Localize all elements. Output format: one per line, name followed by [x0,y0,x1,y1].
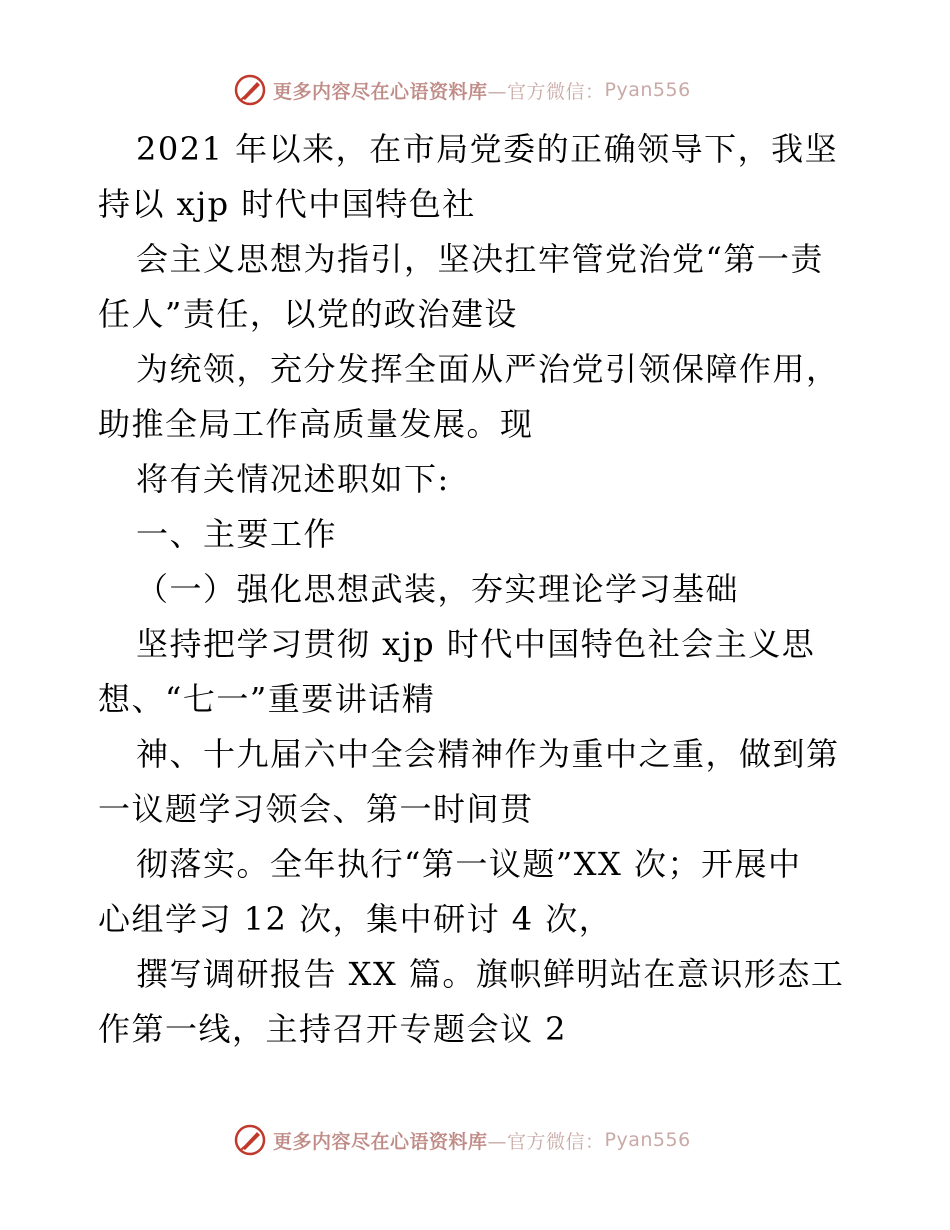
text-line: 助推全局工作高质量发展。现 [98,405,534,443]
text-line: 一议题学习领会、第一时间贯 [98,790,534,828]
text-line: 将有关情况述职如下: [136,460,450,498]
text-line: 2021 年以来，在市局党委的正确领导下，我坚 [136,130,839,168]
watermark-text-id: Pyan556 [604,79,691,101]
subsection-heading: （一）强化思想武装，夯实理论学习基础 [136,570,740,608]
watermark-text-wechat: —官方微信： [487,1130,605,1153]
text-line: 撰写调研报告 XX 篇。旗帜鲜明站在意识形态工 [136,955,845,993]
body-text [98,122,858,1057]
quill-logo-icon [233,73,267,107]
text-line: 想、“七一”重要讲话精 [98,680,436,718]
section-heading: 一、主要工作 [136,515,338,553]
text-line: 心组学习 12 次，集中研讨 4 次， [98,900,613,938]
footer-watermark [233,1122,691,1158]
text-line: 任人”责任，以党的政治建设 [98,295,518,333]
text-line: 彻落实。全年执行“第一议题”XX 次；开展中 [136,845,802,883]
text-line: 作第一线，主持召开专题会议 2 [98,1010,568,1048]
quill-logo-icon [233,1123,267,1157]
watermark-text-id: Pyan556 [604,1129,691,1151]
text-line: 持以 xjp 时代中国特色社 [98,185,476,223]
text-line: 会主义思想为指引，坚决扛牢管党治党“第一责 [136,240,824,278]
text-line: 坚持把学习贯彻 xjp 时代中国特色社会主义思 [136,625,816,663]
text-line: 为统领，充分发挥全面从严治党引领保障作用， [136,350,840,388]
watermark-text-wechat: —官方微信： [487,80,605,103]
header-watermark [233,72,691,108]
watermark-text-main: 更多内容尽在心语资料库 [273,1130,488,1153]
watermark-text-main: 更多内容尽在心语资料库 [273,80,488,103]
text-line: 神、十九届六中全会精神作为重中之重，做到第 [136,735,840,773]
